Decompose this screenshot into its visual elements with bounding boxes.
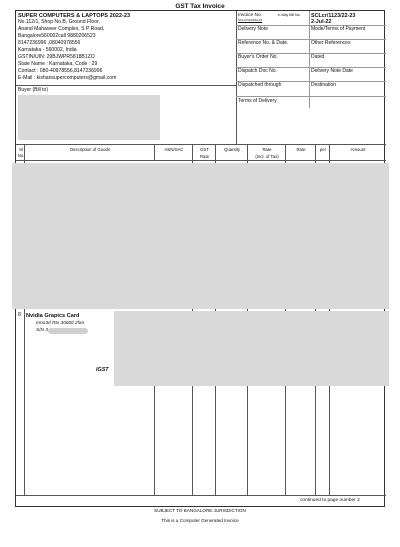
seller-address-line: Anand Mahaveer Complex, S P Road,: [18, 26, 105, 32]
item-name: Nvidia Grapics Card: [26, 313, 80, 319]
seller-email: E-Mail : kishansupercomputers@gmail.com: [18, 75, 117, 81]
item-sl-no: 8: [18, 312, 21, 318]
dispatch-doc-no-label: Dispatch Doc No.: [238, 68, 277, 74]
header-divider: [236, 11, 237, 144]
seller-name: SUPER COMPUTERS & LAPTOPS 2022-23: [18, 13, 131, 19]
col-hsn-header: HSN/SAC: [164, 147, 184, 152]
table-header-bottom-border: [16, 160, 386, 161]
dispatched-through-label: Dispatched through: [238, 82, 282, 88]
seller-buyer-divider: [16, 85, 236, 86]
page-title: GST Tax Invoice: [175, 3, 225, 10]
reference-no-label: Reference No. & Date.: [238, 40, 289, 46]
seller-address-line: No.112/1, Shop No.B, Ground Floor,: [18, 19, 100, 25]
delivery-note-label: Delivery Note: [238, 26, 269, 32]
invoice-no-sub: SCLcr/1123/22-23: [238, 18, 263, 22]
col-quantity-header: Quantity: [223, 147, 240, 152]
col-gst-header: GST: [200, 147, 209, 152]
col-rate-incl-header-sub: (Incl. of Tax): [255, 154, 279, 159]
seller-address-line: Bangalore560002call 9880206523: [18, 33, 96, 39]
invoice-no-value: SCLcr/1123/22-23: [311, 13, 356, 19]
col-gst-header-sub: Rate: [199, 154, 210, 159]
buyer-redacted-block: [18, 95, 160, 140]
invoice-frame: [15, 10, 385, 507]
jurisdiction-note: SUBJECT TO BANGALORE JURISDICTION: [154, 508, 246, 513]
seller-gstin: GSTIN/UIN: 29BJWPR5818B1ZO: [18, 54, 95, 60]
col-description-header: Description of Goods: [69, 147, 111, 152]
table-bottom-border: [16, 495, 386, 496]
igst-label: IGST: [96, 367, 109, 373]
dated-label: Dated: [311, 54, 325, 60]
computer-generated-note: This is a Computer Generated Invoice: [161, 518, 239, 523]
col-amount-header: Amount: [350, 147, 366, 152]
col-rate-incl-header: Rate: [262, 147, 272, 152]
other-references-label: Other References: [311, 40, 351, 46]
terms-of-delivery-label: Terms of Delivery: [238, 98, 277, 104]
item-serial-redacted: [48, 328, 88, 334]
item-model: Inno3d Rtx 3060ti 2fan: [36, 321, 85, 326]
col-per-header: per: [319, 147, 327, 152]
payment-terms-label: Mode/Terms of Payment: [311, 26, 366, 32]
items-redacted-block: [12, 163, 389, 309]
invoice-no-label: Invoice No.: [238, 13, 262, 18]
item-serial-prefix: S/N 3: [36, 328, 48, 333]
invoice-date-value: 2-Jul-22: [311, 19, 332, 25]
col-sl-header-sub: No.: [17, 153, 25, 158]
seller-contact: Contact : 080-40978556,8147236996: [18, 68, 103, 74]
continued-note: continued to page number 2: [300, 498, 360, 503]
col-rate-header: Rate: [296, 147, 306, 152]
seller-address-line: 8147236996 ,08040978556: [18, 40, 81, 46]
item-values-redacted-block: [114, 311, 389, 386]
table-top-border: [16, 144, 386, 145]
seller-address-line: Karnataka - 560002, India: [18, 47, 77, 53]
col-sl-header: Sl: [19, 147, 23, 152]
eway-bill-label: e-Way Bill No.: [278, 13, 301, 17]
seller-state: State Name : Karnataka, Code : 29: [18, 61, 98, 67]
buyer-order-no-label: Buyer's Order No.: [238, 54, 278, 60]
buyer-label: Buyer (Bill to): [18, 87, 49, 93]
destination-label: Destination: [311, 82, 337, 88]
delivery-note-date-label: Delivery Note Date: [311, 68, 353, 74]
